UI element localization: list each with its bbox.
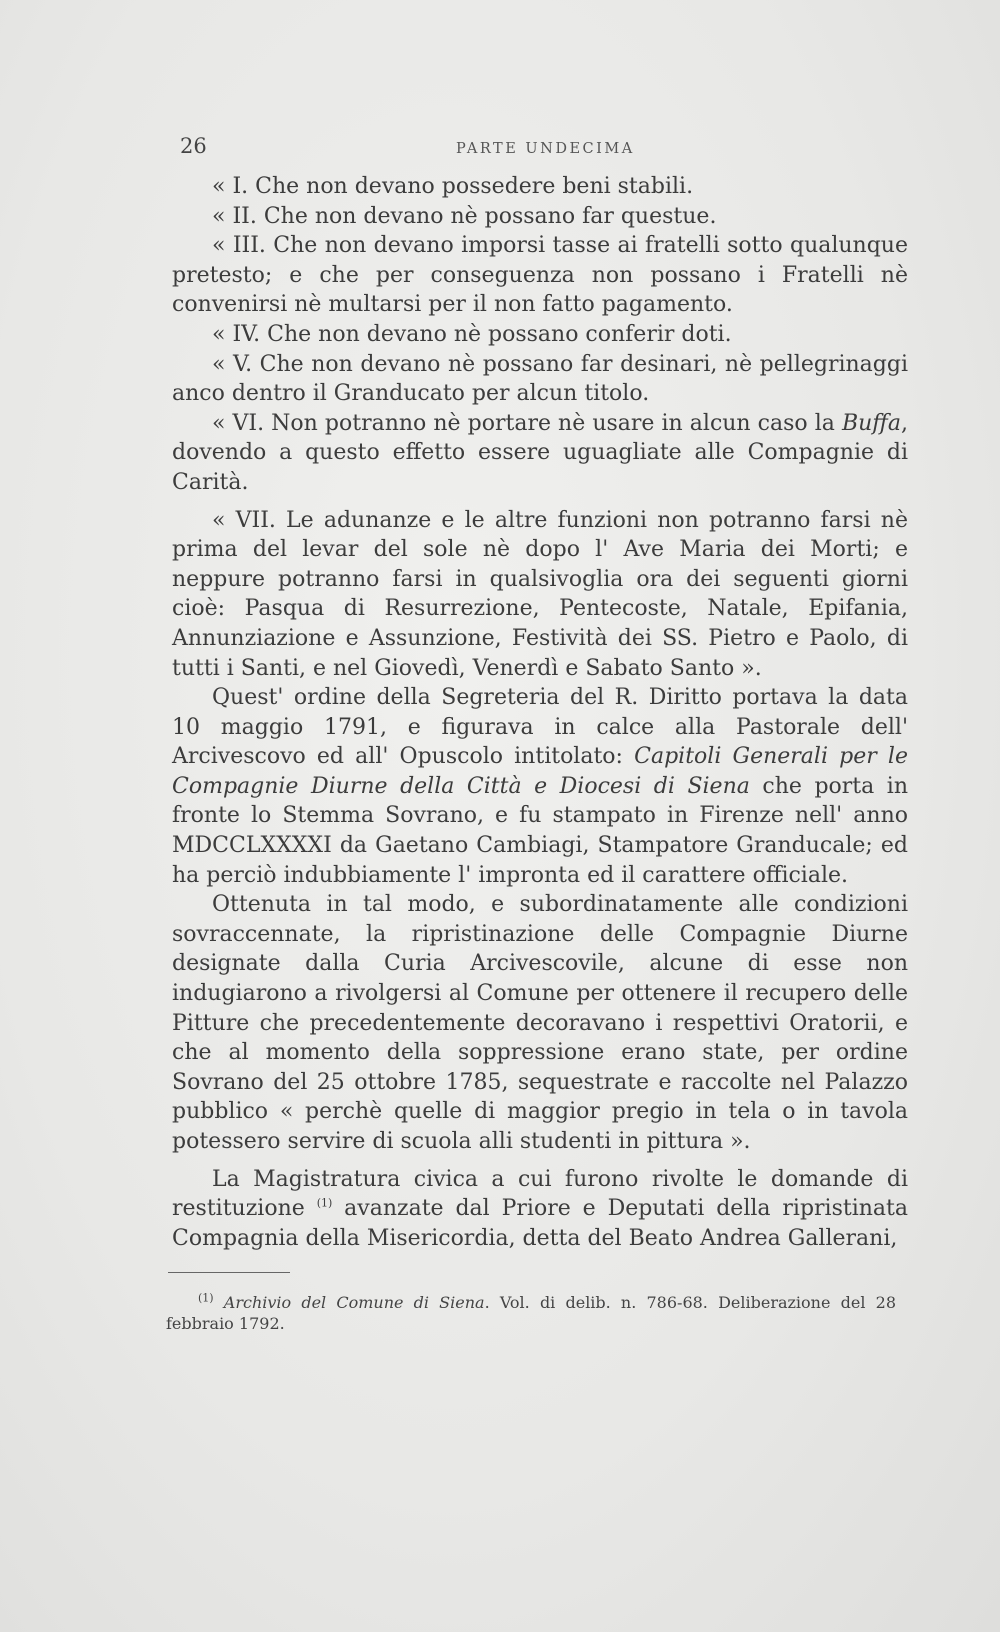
paragraph-segreteria-order	[172, 683, 908, 890]
paragraph-text: , dovendo a questo effetto essere uguagliate alle Compagnie di Carità.	[172, 410, 908, 495]
paragraph-item-v	[172, 350, 908, 409]
footnote-text: . Vol. di delib. n. 786-68. Deliberazione del 28 febbraio 1792.	[166, 1293, 896, 1333]
paragraph-item-vii	[172, 506, 908, 684]
paragraph-text: La Magistratura civica a cui furono rivolte le domande di restituzione	[172, 1166, 908, 1222]
paragraph-item-iv	[172, 320, 908, 350]
footnote-marker: (1)	[198, 1291, 214, 1305]
paragraph-text: « IV. Che non devano nè possano conferir doti.	[212, 321, 732, 347]
paragraph-ottenuta	[172, 890, 908, 1156]
paragraph-text: « VI. Non potranno nè portare nè usare in alcun caso la	[212, 410, 842, 436]
paragraph-text: « III. Che non devano imporsi tasse ai fratelli sotto qualunque pretesto; e che per conseguenza non possano i Fratelli nè convenirsi nè multarsi per il non fatto pagamento.	[172, 233, 908, 318]
paragraph-text: che porta in fronte lo Stemma Sovrano, e fu stampato in Firenze nell' anno MDCCLXXXXI da Gaetano Cambiagi, Stampatore Granducale; ed ha perciò indubbiamente l' impronta ed il carattere officiale.	[172, 773, 909, 888]
paragraph-text: « II. Che non devano nè possano far questue.	[212, 203, 717, 229]
footnote-reference: (1)	[316, 1196, 333, 1210]
paragraph-magistratura	[172, 1165, 908, 1254]
paragraph-text: « V. Che non devano nè possano far desinari, nè pellegrinaggi anco dentro il Granducato per alcun titolo.	[172, 351, 908, 407]
page-number: 26	[180, 134, 207, 158]
paragraph-text: Quest' ordine della Segreteria del R. Diritto portava la data 10 maggio 1791, e figurava in calce alla Pastorale dell' Arcivescovo ed all' Opuscolo intitolato:	[172, 685, 908, 770]
italic-title: Capitoli Generali per le Compagnie Diurne della Città e Diocesi di Siena	[172, 744, 908, 799]
running-head: PARTE UNDECIMA	[456, 141, 635, 157]
footnote	[166, 1292, 896, 1334]
italic-term: Buffa	[841, 410, 901, 436]
footnote-divider	[168, 1272, 290, 1273]
paragraph-item-i	[172, 172, 908, 202]
paragraph-item-ii	[172, 202, 908, 232]
paragraph-text: Ottenuta in tal modo, e subordinatamente alle condizioni sovraccennate, la ripristinazione delle Compagnie Diurne designate dalla Curia Arcivescovile, alcune di esse non indugiarono a rivolgersi al Comune per ottenere il recupero delle Pitture che precedentemente decoravano i respettivi Oratorii, e che al momento della soppressione erano state, per ordine Sovrano del 25 ottobre 1785, sequestrate e raccolte nel Palazzo pubblico « perchè quelle di maggior pregio in tela o in tavola potessero servire di scuola alli studenti in pittura ».	[172, 892, 908, 1154]
footnote-source: Archivio del Comune di Siena	[223, 1293, 485, 1312]
page-header	[180, 134, 900, 164]
paragraph-text: « I. Che non devano possedere beni stabili.	[212, 174, 694, 199]
paragraph-item-iii	[172, 231, 908, 320]
paragraph-item-vi	[172, 409, 908, 498]
body-text	[172, 172, 908, 1253]
paragraph-text: « VII. Le adunanze e le altre funzioni non potranno farsi nè prima del levar del sole nè dopo l' Ave Maria dei Morti; e neppure potranno farsi in qualsivoglia ora dei seguenti giorni cioè: Pasqua di Resurrezione, Pentecoste, Natale, Epifania, Annunziazione e Assunzione, Festività dei SS. Pietro e Paolo, di tutti i Santi, e nel Giovedì, Venerdì e Sabato Santo ».	[172, 507, 908, 681]
paragraph-text: avanzate dal Priore e Deputati della ripristinata Compagnia della Misericordia, detta del Beato Andrea Gallerani,	[172, 1196, 908, 1251]
